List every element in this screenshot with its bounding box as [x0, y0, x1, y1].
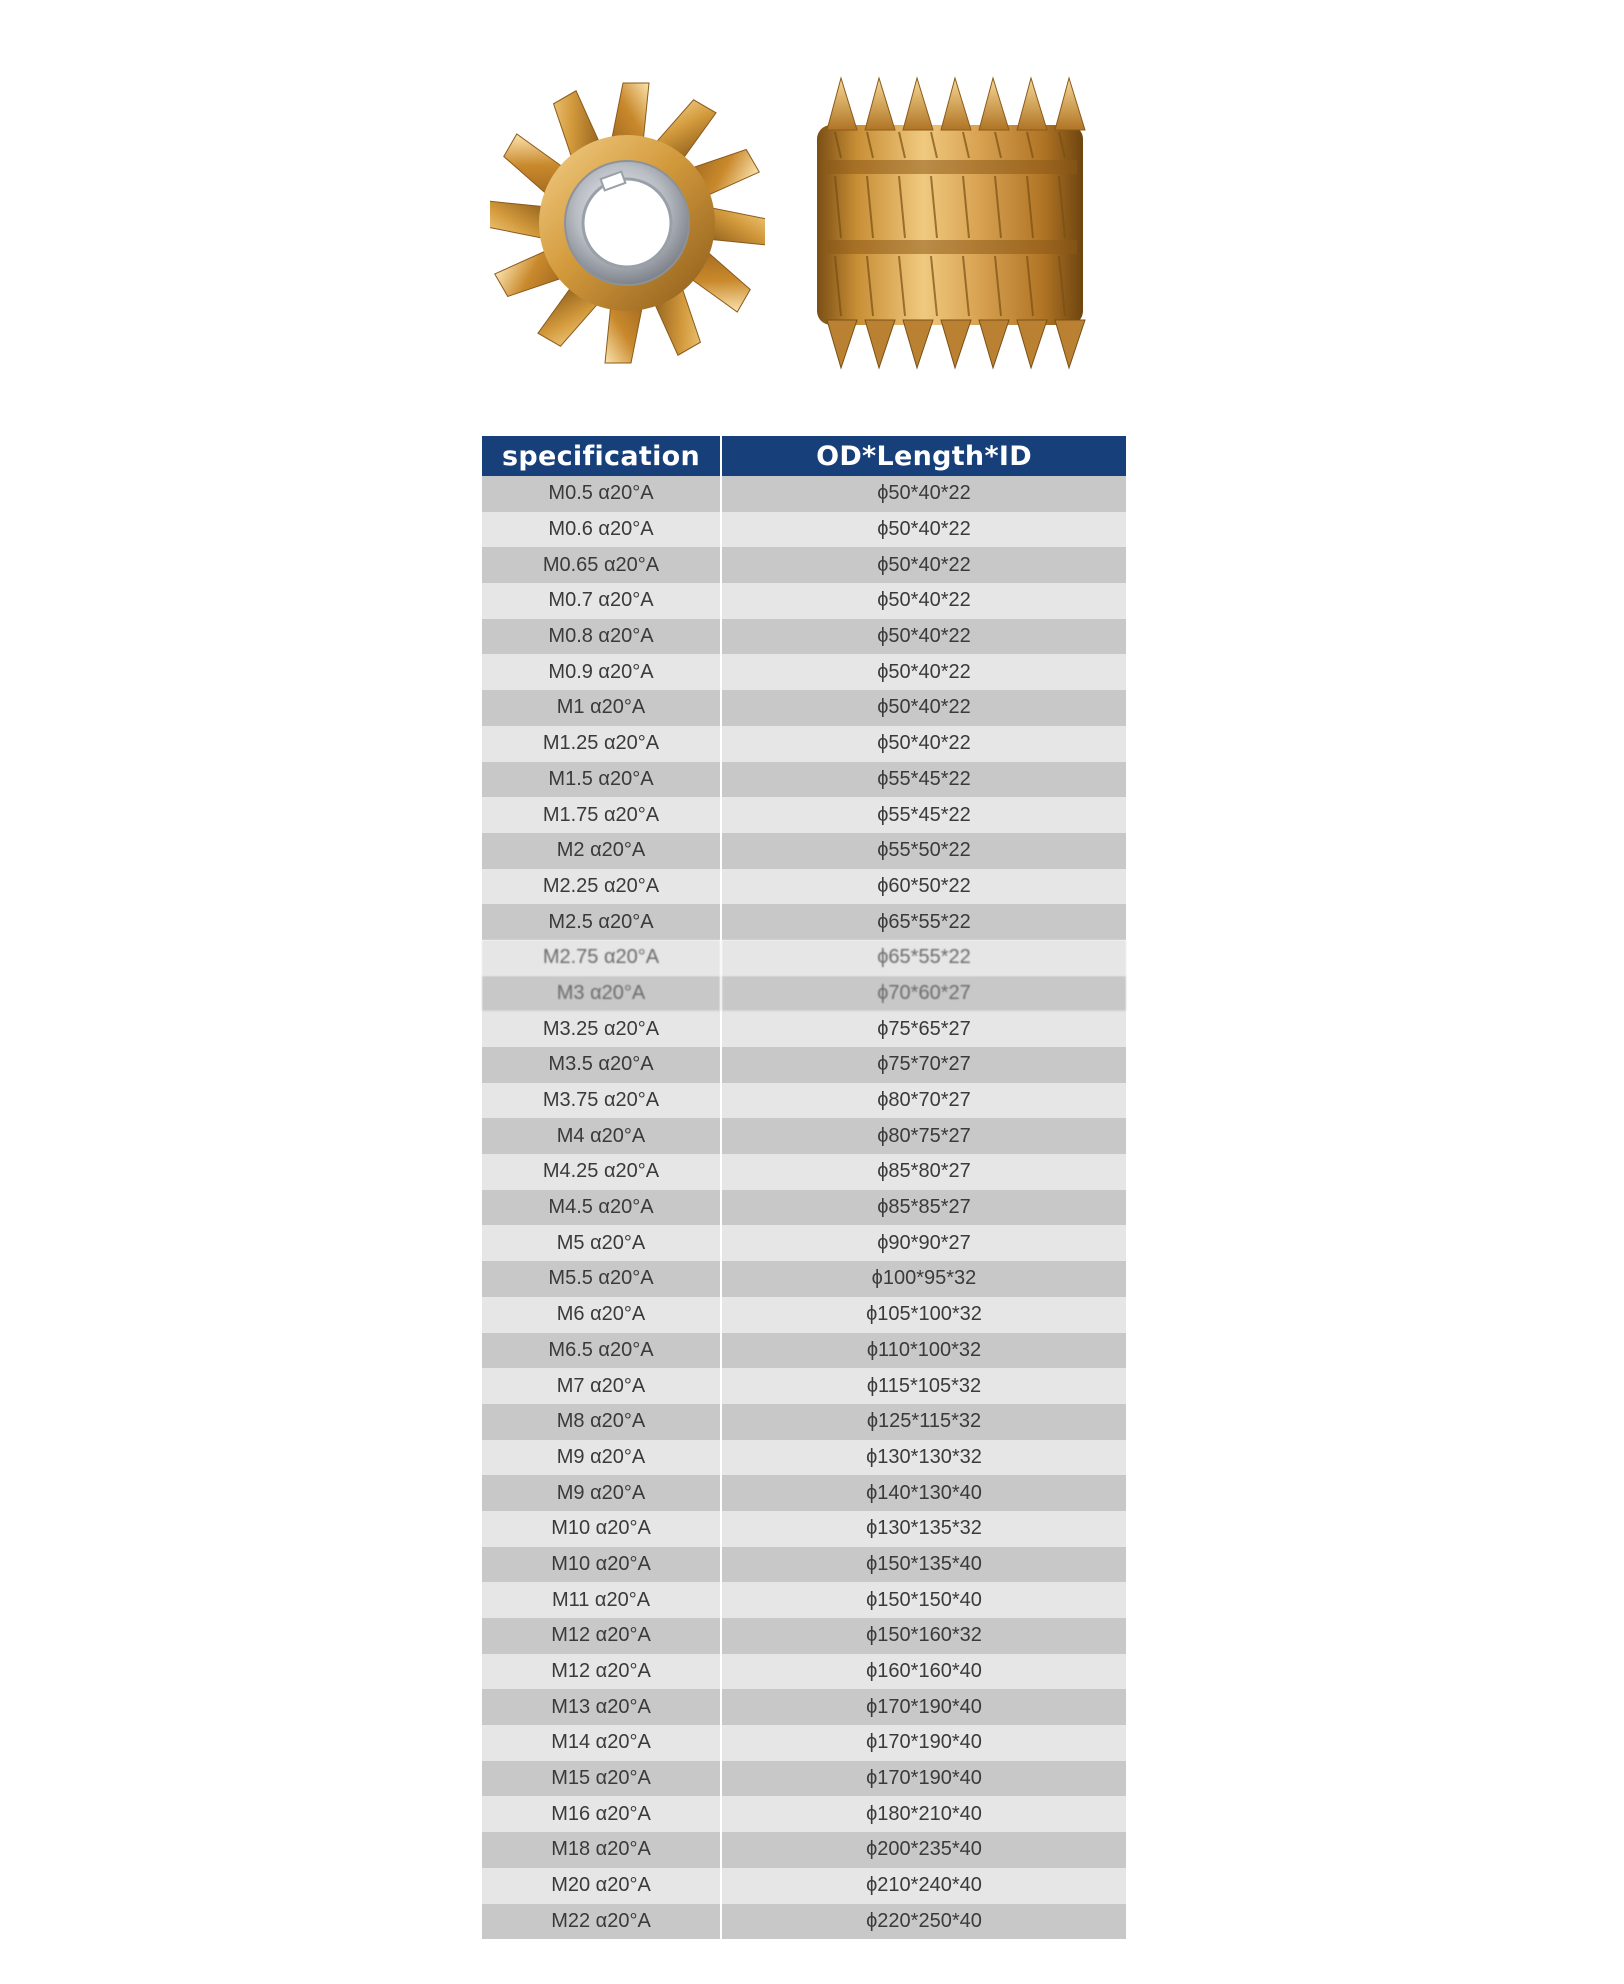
cell-specification: M2.5 α20°A — [482, 904, 721, 940]
cell-specification: M10 α20°A — [482, 1511, 721, 1547]
cell-od-length-id: ϕ55*45*22 — [721, 762, 1126, 798]
table-row — [482, 1261, 1126, 1297]
cell-od-length-id: ϕ80*75*27 — [721, 1118, 1126, 1154]
table-row — [482, 1689, 1126, 1725]
cell-specification: M5.5 α20°A — [482, 1261, 721, 1297]
cell-specification: M3.75 α20°A — [482, 1083, 721, 1119]
cell-specification: M3 α20°A — [482, 976, 721, 1012]
table-row — [482, 583, 1126, 619]
cell-od-length-id: ϕ220*250*40 — [721, 1904, 1126, 1940]
cell-od-length-id: ϕ85*85*27 — [721, 1190, 1126, 1226]
cell-specification: M1.75 α20°A — [482, 797, 721, 833]
cell-specification: M1.25 α20°A — [482, 726, 721, 762]
cell-od-length-id: ϕ50*40*22 — [721, 476, 1126, 512]
table-row — [482, 940, 1126, 976]
table-row — [482, 547, 1126, 583]
table-row — [482, 1761, 1126, 1797]
cell-od-length-id: ϕ170*190*40 — [721, 1689, 1126, 1725]
cell-od-length-id: ϕ150*135*40 — [721, 1547, 1126, 1583]
cell-od-length-id: ϕ55*50*22 — [721, 833, 1126, 869]
cell-specification: M20 α20°A — [482, 1868, 721, 1904]
table-row — [482, 1904, 1126, 1940]
table-row — [482, 1868, 1126, 1904]
cell-od-length-id: ϕ90*90*27 — [721, 1225, 1126, 1261]
cell-od-length-id: ϕ55*45*22 — [721, 797, 1126, 833]
cell-od-length-id: ϕ50*40*22 — [721, 583, 1126, 619]
table-row — [482, 904, 1126, 940]
table-row — [482, 1618, 1126, 1654]
cell-specification: M3.25 α20°A — [482, 1011, 721, 1047]
cell-od-length-id: ϕ160*160*40 — [721, 1654, 1126, 1690]
cell-specification: M11 α20°A — [482, 1582, 721, 1618]
table-row — [482, 762, 1126, 798]
cell-specification: M3.5 α20°A — [482, 1047, 721, 1083]
table-row — [482, 1440, 1126, 1476]
cell-specification: M13 α20°A — [482, 1689, 721, 1725]
table-row — [482, 1297, 1126, 1333]
cell-specification: M22 α20°A — [482, 1904, 721, 1940]
cell-specification: M0.6 α20°A — [482, 512, 721, 548]
cell-od-length-id: ϕ115*105*32 — [721, 1368, 1126, 1404]
cell-od-length-id: ϕ65*55*22 — [721, 904, 1126, 940]
table-row — [482, 654, 1126, 690]
cell-specification: M5 α20°A — [482, 1225, 721, 1261]
table-row — [482, 1118, 1126, 1154]
cell-specification: M4.25 α20°A — [482, 1154, 721, 1190]
gear-hob-end-view-image — [490, 75, 765, 370]
cell-specification: M7 α20°A — [482, 1368, 721, 1404]
table-row — [482, 1368, 1126, 1404]
cell-specification: M1 α20°A — [482, 690, 721, 726]
table-row — [482, 476, 1126, 512]
table-row — [482, 976, 1126, 1012]
cell-od-length-id: ϕ130*130*32 — [721, 1440, 1126, 1476]
cell-od-length-id: ϕ110*100*32 — [721, 1333, 1126, 1369]
cell-specification: M2.25 α20°A — [482, 869, 721, 905]
specification-table — [482, 436, 1126, 1939]
cell-od-length-id: ϕ50*40*22 — [721, 726, 1126, 762]
table-row — [482, 1190, 1126, 1226]
cell-od-length-id: ϕ70*60*27 — [721, 976, 1126, 1012]
cell-od-length-id: ϕ50*40*22 — [721, 512, 1126, 548]
cell-specification: M0.5 α20°A — [482, 476, 721, 512]
cell-od-length-id: ϕ210*240*40 — [721, 1868, 1126, 1904]
table-row — [482, 797, 1126, 833]
gear-hob-side-view-image — [805, 70, 1095, 375]
cell-specification: M0.7 α20°A — [482, 583, 721, 619]
table-row — [482, 1725, 1126, 1761]
table-row — [482, 1047, 1126, 1083]
cell-od-length-id: ϕ100*95*32 — [721, 1261, 1126, 1297]
cell-od-length-id: ϕ150*160*32 — [721, 1618, 1126, 1654]
cell-specification: M4.5 α20°A — [482, 1190, 721, 1226]
cell-specification: M9 α20°A — [482, 1475, 721, 1511]
table-row — [482, 1547, 1126, 1583]
cell-specification: M1.5 α20°A — [482, 762, 721, 798]
table-row — [482, 1832, 1126, 1868]
table-row — [482, 1475, 1126, 1511]
table-row — [482, 1083, 1126, 1119]
cell-specification: M12 α20°A — [482, 1618, 721, 1654]
table-row — [482, 512, 1126, 548]
cell-specification: M4 α20°A — [482, 1118, 721, 1154]
table-row — [482, 1582, 1126, 1618]
cell-specification: M0.8 α20°A — [482, 619, 721, 655]
cell-od-length-id: ϕ170*190*40 — [721, 1725, 1126, 1761]
cell-od-length-id: ϕ50*40*22 — [721, 619, 1126, 655]
table-row — [482, 1511, 1126, 1547]
table-row — [482, 1154, 1126, 1190]
cell-specification: M14 α20°A — [482, 1725, 721, 1761]
table-row — [482, 1011, 1126, 1047]
cell-specification: M0.9 α20°A — [482, 654, 721, 690]
cell-od-length-id: ϕ85*80*27 — [721, 1154, 1126, 1190]
cell-specification: M2 α20°A — [482, 833, 721, 869]
cell-od-length-id: ϕ200*235*40 — [721, 1832, 1126, 1868]
cell-od-length-id: ϕ140*130*40 — [721, 1475, 1126, 1511]
table-row — [482, 1333, 1126, 1369]
cell-specification: M10 α20°A — [482, 1547, 721, 1583]
cell-od-length-id: ϕ75*65*27 — [721, 1011, 1126, 1047]
cell-od-length-id: ϕ150*150*40 — [721, 1582, 1126, 1618]
table-row — [482, 1654, 1126, 1690]
cell-specification: M16 α20°A — [482, 1796, 721, 1832]
header-specification: specification — [482, 436, 721, 476]
table-row — [482, 1404, 1126, 1440]
cell-od-length-id: ϕ180*210*40 — [721, 1796, 1126, 1832]
cell-specification: M9 α20°A — [482, 1440, 721, 1476]
cell-od-length-id: ϕ50*40*22 — [721, 690, 1126, 726]
cell-od-length-id: ϕ75*70*27 — [721, 1047, 1126, 1083]
cell-od-length-id: ϕ130*135*32 — [721, 1511, 1126, 1547]
cell-specification: M6 α20°A — [482, 1297, 721, 1333]
cell-od-length-id: ϕ50*40*22 — [721, 547, 1126, 583]
cell-od-length-id: ϕ50*40*22 — [721, 654, 1126, 690]
cell-specification: M8 α20°A — [482, 1404, 721, 1440]
cell-od-length-id: ϕ65*55*22 — [721, 940, 1126, 976]
cell-specification: M15 α20°A — [482, 1761, 721, 1797]
header-od-length-id: OD*Length*ID — [721, 436, 1126, 476]
cell-specification: M0.65 α20°A — [482, 547, 721, 583]
table-row — [482, 833, 1126, 869]
table-row — [482, 690, 1126, 726]
cell-od-length-id: ϕ80*70*27 — [721, 1083, 1126, 1119]
table-header-row — [482, 436, 1126, 476]
cell-specification: M6.5 α20°A — [482, 1333, 721, 1369]
cell-od-length-id: ϕ170*190*40 — [721, 1761, 1126, 1797]
table-row — [482, 726, 1126, 762]
product-images — [480, 70, 1130, 390]
table-row — [482, 619, 1126, 655]
table-row — [482, 869, 1126, 905]
table-row — [482, 1225, 1126, 1261]
cell-od-length-id: ϕ125*115*32 — [721, 1404, 1126, 1440]
cell-specification: M18 α20°A — [482, 1832, 721, 1868]
cell-specification: M2.75 α20°A — [482, 940, 721, 976]
cell-od-length-id: ϕ60*50*22 — [721, 869, 1126, 905]
cell-specification: M12 α20°A — [482, 1654, 721, 1690]
cell-od-length-id: ϕ105*100*32 — [721, 1297, 1126, 1333]
table-row — [482, 1796, 1126, 1832]
